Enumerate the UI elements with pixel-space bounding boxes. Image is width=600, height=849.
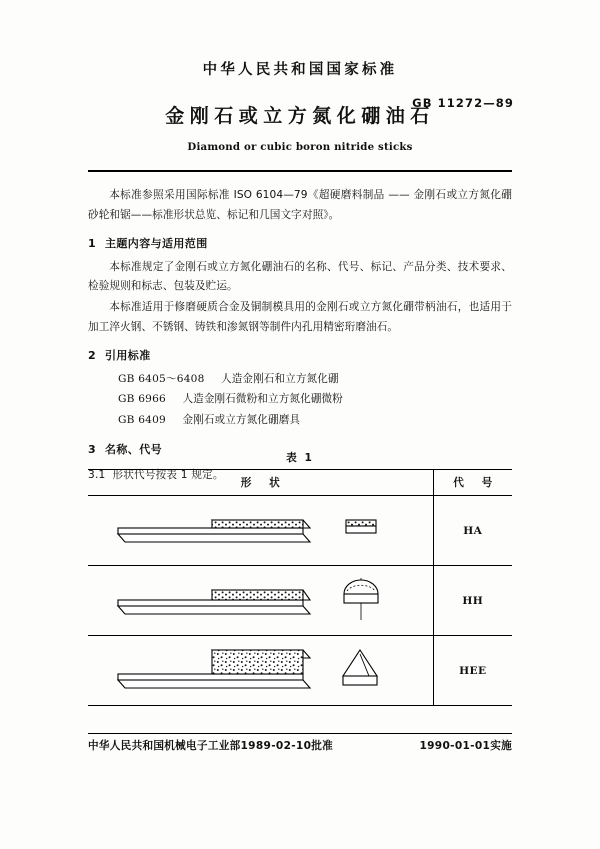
document-title: 金刚石或立方氮化硼油石 bbox=[165, 105, 435, 127]
approval-statement: 中华人民共和国机械电子工业部1989-02-10批准 bbox=[88, 740, 334, 752]
page-footer bbox=[88, 738, 512, 753]
foreword-paragraph: 本标准参照采用国际标准 ISO 6104—79《超硬磨料制品 —— 金刚石或立方氮化硼砂轮和锯——标准形状总览、标记和几国文字对照》。 bbox=[88, 189, 512, 221]
section-heading-2 bbox=[88, 346, 512, 366]
document-title-english: Diamond or cubic boron nitride sticks bbox=[187, 141, 413, 153]
section-title-1: 主题内容与适用范围 bbox=[105, 237, 208, 251]
shape-code-table bbox=[88, 469, 512, 706]
column-header-code: 代 号 bbox=[433, 470, 512, 496]
section-number-2: 2 bbox=[88, 349, 97, 363]
section-number-1: 1 bbox=[88, 237, 97, 251]
reference-code: GB 6405～6408 bbox=[118, 372, 205, 385]
flat-stick-diagram-icon bbox=[88, 496, 433, 565]
triangular-stick-diagram-icon bbox=[88, 636, 433, 705]
section-1-paragraph-2: 本标准适用于修磨硬质合金及铜制模具用的金刚石或立方氮化硼带柄油石，也适用于加工淬火钢、不锈钢、铸铁和渗氮钢等制件内孔用精密珩磨油石。 bbox=[88, 300, 512, 333]
footer-divider bbox=[88, 733, 512, 734]
shape-cell bbox=[88, 496, 433, 566]
table-header-row bbox=[88, 470, 512, 496]
table-row bbox=[88, 566, 512, 636]
section-title-2: 引用标准 bbox=[105, 349, 151, 363]
shape-cell bbox=[88, 566, 433, 636]
document-body bbox=[88, 186, 512, 488]
column-header-shape: 形 状 bbox=[88, 470, 433, 496]
reference-item bbox=[88, 390, 512, 410]
reference-item bbox=[88, 411, 512, 431]
shape-figure-hh bbox=[88, 566, 433, 635]
reference-item bbox=[88, 370, 512, 390]
shape-code-table-wrapper bbox=[88, 450, 512, 706]
section-heading-1 bbox=[88, 234, 512, 254]
masthead bbox=[88, 0, 512, 153]
effective-date: 1990-01-01实施 bbox=[419, 740, 512, 752]
shape-figure-ha bbox=[88, 496, 433, 565]
half-round-stick-diagram-icon bbox=[88, 566, 433, 635]
standard-number: GB 11272—89 bbox=[412, 96, 514, 110]
code-cell: HEE bbox=[433, 636, 512, 706]
section-title-3: 名称、代号 bbox=[105, 442, 162, 456]
subsection-number-3-1: 3.1 bbox=[88, 469, 106, 482]
reference-name: 人造金刚石微粉和立方氮化硼微粉 bbox=[182, 393, 343, 406]
code-cell: HH bbox=[433, 566, 512, 636]
reference-code: GB 6966 bbox=[118, 393, 166, 406]
reference-name: 金刚石或立方氮化硼磨具 bbox=[182, 413, 301, 426]
section-number-3: 3 bbox=[88, 442, 97, 456]
reference-code: GB 6409 bbox=[118, 413, 166, 426]
page-content bbox=[88, 0, 512, 849]
shape-cell bbox=[88, 636, 433, 706]
table-row bbox=[88, 496, 512, 566]
table-caption: 表 1 bbox=[286, 452, 314, 464]
header-divider bbox=[88, 170, 512, 172]
section-1-paragraph-1: 本标准规定了金刚石或立方氮化硼油石的名称、代号、标记、产品分类、技术要求、检验规则和标志、包装及贮运。 bbox=[88, 260, 512, 293]
subsection-text-3-1: 形状代号按表 1 规定。 bbox=[112, 469, 224, 482]
shape-figure-hee bbox=[88, 636, 433, 705]
national-standard-title: 中华人民共和国国家标准 bbox=[202, 62, 398, 78]
reference-name: 人造金刚石和立方氮化硼 bbox=[221, 372, 339, 385]
code-cell: HA bbox=[433, 496, 512, 566]
table-row bbox=[88, 636, 512, 706]
